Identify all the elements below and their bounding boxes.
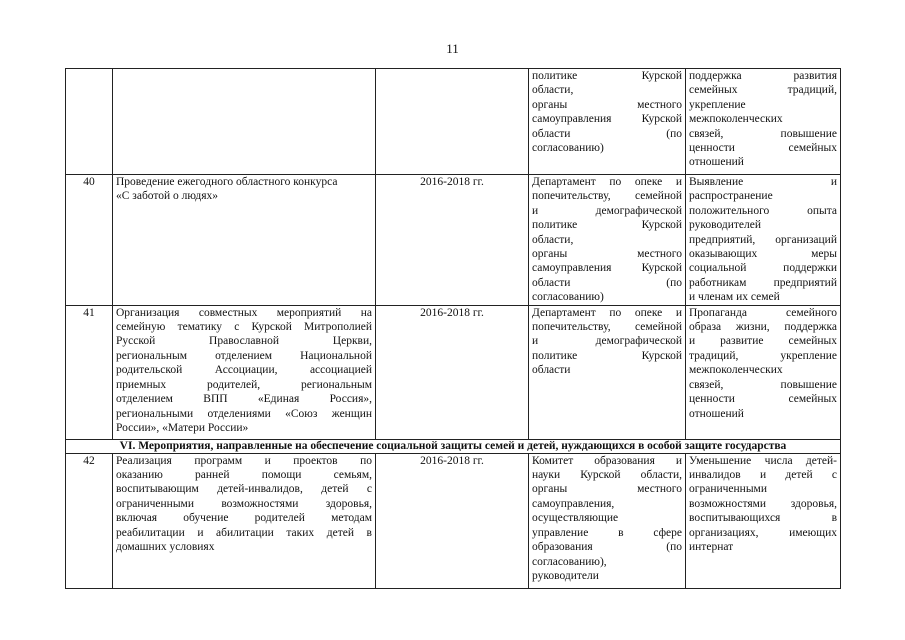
event-line: реабилитации и абилитации таких детей в	[116, 526, 372, 539]
result-line: укрепление	[689, 98, 746, 111]
table-row	[66, 305, 841, 439]
row-number: 40	[66, 175, 113, 306]
result-line: оказывающих меры	[689, 248, 837, 261]
event-line: воспитывающим детей-инвалидов, детей с	[116, 483, 372, 496]
result-cell	[686, 305, 841, 439]
result-line: Уменьшение числа детей-	[689, 454, 837, 467]
result-cell	[686, 69, 841, 175]
executor-line: самоуправления Курской	[532, 262, 682, 275]
result-line: связей, повышение	[689, 127, 837, 140]
result-line: положительного опыта	[689, 204, 837, 217]
section-heading: VI. Мероприятия, направленные на обеспечение социальной защиты семей и детей, нуждающихся в особой защите государства	[66, 439, 841, 453]
executor-line: Департамент по опеке и	[532, 176, 682, 188]
result-line: интернат	[689, 541, 734, 554]
table-body	[66, 69, 841, 440]
table-body-after-section	[66, 453, 841, 588]
event-line: семейную тематику с Курской Митрополией	[116, 321, 372, 334]
executor-line: области,	[532, 84, 574, 97]
executor-line: политике Курской	[532, 349, 682, 362]
result-line: связей, повышение	[689, 378, 837, 391]
event-line: отделением ВПП «Единая Россия»,	[116, 393, 372, 406]
event-line: Русской Православной Церкви,	[116, 335, 372, 348]
event-line: Проведение ежегодного областного конкурса	[116, 176, 338, 188]
result-line: ценности семейных	[689, 393, 837, 406]
result-line: Пропаганда семейного	[689, 306, 837, 319]
executor-line: органы местного	[532, 483, 682, 496]
result-line: Выявление и	[689, 176, 837, 188]
executor-line: согласованию)	[532, 142, 604, 155]
executor-line: управление в сфере	[532, 526, 682, 539]
table-row	[66, 69, 841, 175]
event-line: ограниченными возможностями здоровья,	[116, 497, 372, 510]
result-line: воспитывающихся в	[689, 512, 837, 525]
result-line: предприятий, организаций	[689, 233, 837, 246]
row-number	[66, 69, 113, 175]
result-line: распространение	[689, 190, 773, 203]
executor-cell	[529, 453, 686, 588]
period-cell: 2016-2018 гг.	[376, 175, 529, 306]
result-line: и членам их семей	[689, 291, 780, 304]
event-line: России», «Матери России»	[116, 421, 249, 434]
result-line: возможностями здоровья,	[689, 497, 837, 510]
executor-line: руководители	[532, 569, 599, 582]
event-line: домашних условиях	[116, 541, 215, 554]
executor-cell	[529, 69, 686, 175]
executor-line: области (по	[532, 127, 682, 140]
event-line: «С заботой о людях»	[116, 190, 219, 203]
result-line: межпоколенческих	[689, 113, 783, 126]
executor-line: области,	[532, 233, 574, 246]
executor-line: самоуправления,	[532, 497, 615, 510]
executor-line: самоуправления Курской	[532, 113, 682, 126]
result-cell	[686, 175, 841, 306]
result-line: ограниченными	[689, 483, 767, 496]
result-line: и развитие семейных	[689, 335, 837, 348]
result-line: традиций, укрепление	[689, 349, 837, 362]
event-cell	[113, 305, 376, 439]
table-row	[66, 175, 841, 306]
result-line: ценности семейных	[689, 142, 837, 155]
event-line: приемных родителей, региональным	[116, 378, 372, 391]
executor-line: Департамент по опеке и	[532, 306, 682, 319]
section-heading-body	[66, 439, 841, 453]
executor-line: Комитет образования и	[532, 454, 682, 467]
row-number: 41	[66, 305, 113, 439]
executor-line: попечительству, семейной	[532, 190, 682, 203]
result-line: организациях, имеющих	[689, 526, 837, 539]
row-number: 42	[66, 453, 113, 588]
period-cell: 2016-2018 гг.	[376, 305, 529, 439]
event-cell	[113, 69, 376, 175]
executor-line: и демографической	[532, 204, 682, 217]
executor-line: органы местного	[532, 248, 682, 261]
executor-line: образования (по	[532, 541, 682, 554]
event-cell	[113, 453, 376, 588]
executor-cell	[529, 175, 686, 306]
period-cell: 2016-2018 гг.	[376, 453, 529, 588]
result-line: работникам предприятий	[689, 276, 837, 289]
result-line: семейных традиций,	[689, 84, 837, 97]
event-line: оказанию ранней помощи семьям,	[116, 469, 372, 482]
period-cell	[376, 69, 529, 175]
executor-line: политике Курской	[532, 70, 682, 82]
event-line: Реализация программ и проектов по	[116, 454, 372, 467]
executor-line: согласованию),	[532, 555, 607, 568]
table-row	[66, 453, 841, 588]
result-cell	[686, 453, 841, 588]
result-line: отношений	[689, 156, 744, 169]
result-line: межпоколенческих	[689, 364, 783, 377]
executor-line: области (по	[532, 276, 682, 289]
executor-line: согласованию)	[532, 291, 604, 304]
activities-table	[65, 68, 841, 589]
result-line: отношений	[689, 407, 744, 420]
event-line: Организация совместных мероприятий на	[116, 306, 372, 319]
event-line: региональным отделением Национальной	[116, 349, 372, 362]
result-line: социальной поддержки	[689, 262, 837, 275]
result-line: поддержка развития	[689, 70, 837, 82]
event-line: родительской Ассоциации, ассоциацией	[116, 364, 372, 377]
executor-line: органы местного	[532, 98, 682, 111]
result-line: руководителей	[689, 219, 762, 232]
executor-line: политике Курской	[532, 219, 682, 232]
result-line: образа жизни, поддержка	[689, 321, 837, 334]
executor-line: области	[532, 364, 571, 377]
result-line: инвалидов и детей с	[689, 469, 837, 482]
section-heading-row	[66, 439, 841, 453]
event-cell	[113, 175, 376, 306]
executor-line: попечительству, семейной	[532, 321, 682, 334]
executor-cell	[529, 305, 686, 439]
executor-line: и демографической	[532, 335, 682, 348]
executor-line: осуществляющие	[532, 512, 619, 525]
page-number: 11	[446, 41, 459, 56]
event-line: включая обучение родителей методам	[116, 512, 372, 525]
executor-line: науки Курской области,	[532, 469, 682, 482]
event-line: региональными отделениями «Союз женщин	[116, 407, 372, 420]
